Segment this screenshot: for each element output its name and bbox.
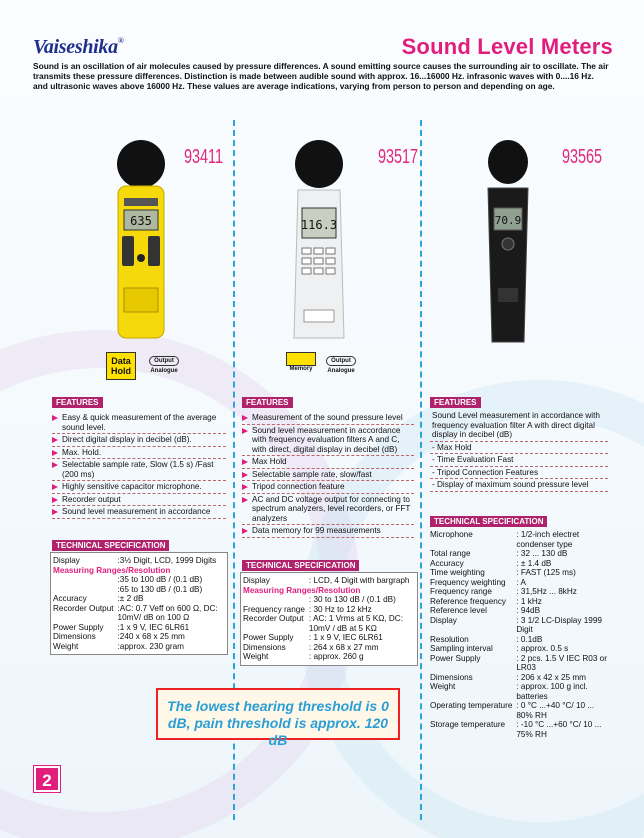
spec-key: Weight — [430, 682, 456, 691]
feature-item: Measurement of the sound pressure level — [242, 412, 414, 425]
spec-row — [428, 682, 612, 701]
spec-row — [428, 654, 612, 673]
spec-row — [428, 597, 612, 607]
spec-row — [428, 530, 612, 549]
spec-row — [51, 585, 227, 595]
spec-value: :1 x 9 V, IEC 6LR61 — [117, 622, 190, 632]
spec-table — [241, 576, 417, 662]
spec-key: Accuracy — [53, 594, 87, 603]
spec-key: Sampling interval — [430, 644, 493, 653]
tech-spec-heading: TECHNICAL SPECIFICATION — [430, 516, 547, 527]
spec-value: : approx. 260 g — [308, 652, 364, 661]
svg-text:70.9: 70.9 — [494, 214, 522, 227]
spec-key: Frequency range — [243, 604, 305, 614]
spec-row — [51, 623, 227, 633]
features-list — [242, 412, 414, 538]
spec-row — [428, 701, 612, 720]
spec-key: Operating temperature — [430, 701, 513, 710]
spec-key — [241, 595, 307, 605]
spec-row — [428, 673, 612, 683]
spec-row — [428, 549, 612, 559]
feature-item: AC and DC voltage output for connecting to spectrum analyzers, level recorders, or FFT analyzers — [242, 494, 414, 526]
spec-key: Accuracy — [430, 558, 464, 568]
spec-row — [51, 604, 227, 623]
spec-value: : 264 x 68 x 27 mm — [308, 642, 379, 652]
spec-key: Measuring Ranges/Resolution — [243, 585, 361, 595]
spec-value: : A — [516, 577, 526, 587]
spec-row — [241, 576, 417, 586]
spec-row — [428, 559, 612, 569]
features-list — [52, 412, 226, 519]
feature-item: Highly sensitive capacitor microphone. — [52, 481, 226, 494]
spec-key: Recorder Output — [243, 614, 304, 623]
spec-value: :35 to 100 dB / (0.1 dB) — [117, 575, 203, 584]
spec-value: : 0.1dB — [516, 634, 543, 644]
spec-value: : ± 1.4 dB — [516, 558, 552, 568]
spec-key: Resolution — [430, 634, 469, 644]
feature-item: - Tripod Connection Features — [430, 467, 608, 480]
spec-table — [51, 556, 227, 651]
spec-value: : 30 to 130 dB / (0.1 dB) — [308, 595, 396, 604]
column-divider — [420, 120, 422, 820]
spec-table — [428, 530, 612, 739]
spec-value: : approx. 100 g incl. batteries — [516, 682, 588, 701]
feature-item: Sound level measurement in accordance — [52, 506, 226, 519]
spec-value: : 3 1/2 LC-Display 1999 Digit — [516, 615, 602, 634]
memory-badge: Memory — [286, 352, 316, 376]
spec-key: Dimensions — [53, 632, 96, 641]
spec-value: : AC: 1 Vrms at 5 KΩ, DC: 10mV / dB at 5 KΩ — [308, 614, 403, 633]
spec-value: : -10 °C ...+60 °C/ 10 ... 75% RH — [516, 720, 602, 739]
feature-item: Max Hold — [242, 456, 414, 469]
spec-row — [241, 633, 417, 643]
spec-key: Reference frequency — [430, 596, 507, 606]
spec-value: : 1/2-inch electret condenser type — [516, 530, 580, 549]
spec-key: Display — [53, 556, 80, 565]
spec-row — [51, 594, 227, 604]
feature-item: - Max Hold — [430, 442, 608, 455]
spec-key: Reference level — [430, 606, 487, 615]
spec-value: : 1 kHz — [516, 596, 542, 606]
spec-row — [241, 605, 417, 615]
spec-key: Time weighting — [430, 568, 485, 577]
spec-value: : 32 ... 130 dB — [516, 549, 568, 558]
analogue-output-badge: Output Analogue — [327, 358, 355, 374]
spec-key — [51, 575, 116, 585]
page-number: 2 — [34, 766, 60, 792]
spec-row — [428, 568, 612, 578]
spec-row — [241, 652, 417, 662]
model-number: 93565 — [562, 146, 603, 168]
intro-text: Sound is an oscillation of air molecules caused by pressure differences. A sound emitting source causes the surrounding air to oscillate. The air transmits these pressure differences. Distinction is made between audible sound with approx. 16...16000 Hz. infrasonic waves with 0....16 Hz. and ultrasonic waves above 16000 Hz. These values are average indications, varying from person to person and depending on age. — [33, 61, 609, 91]
feature-item: Tripod connection feature — [242, 481, 414, 494]
spec-row — [428, 720, 612, 739]
spec-key: Frequency weighting — [430, 577, 506, 587]
spec-key: Measuring Ranges/Resolution — [53, 565, 171, 575]
spec-key: Frequency range — [430, 587, 492, 596]
spec-key: Dimensions — [243, 642, 286, 652]
spec-value: : approx. 0.5 s — [516, 644, 569, 653]
header — [33, 36, 613, 60]
spec-row — [428, 606, 612, 616]
spec-row — [241, 586, 417, 596]
spec-value: : 0 °C ...+40 °C/ 10 ... 80% RH — [516, 701, 595, 720]
feature-item: Sound level measurement in accordance with frequency evaluation filters A and C, with direct, digital display in decibel (dB) — [242, 425, 414, 457]
feature-item: Selectable sample rate, slow/fast — [242, 469, 414, 482]
feature-item: Selectable sample rate, Slow (1.5 s) /Fast (200 ms) — [52, 459, 226, 481]
feature-item: - Display of maximum sound pressure level — [430, 479, 608, 492]
tech-spec-box — [428, 530, 612, 739]
sound-meter-93411-image — [108, 138, 174, 344]
analogue-output-badge: Output Analogue — [150, 358, 178, 374]
spec-key: Weight — [243, 652, 269, 661]
spec-key: Power Supply — [243, 633, 294, 642]
sound-meter-93565-image — [478, 138, 538, 344]
spec-row — [51, 566, 227, 576]
brand-logo: Vaiseshika® — [33, 36, 124, 58]
spec-value: : FAST (125 ms) — [516, 568, 576, 577]
feature-item: Easy & quick measurement of the average sound level. — [52, 412, 226, 434]
spec-value: : LCD, 4 Digit with bargraph — [308, 576, 410, 585]
spec-value: :65 to 130 dB / (0.1 dB) — [117, 584, 203, 594]
spec-value: : 31,5Hz ... 8kHz — [516, 587, 577, 596]
spec-row — [241, 614, 417, 633]
spec-key: Dimensions — [430, 672, 473, 682]
spec-row — [428, 587, 612, 597]
spec-value: : 94dB — [516, 606, 541, 615]
tech-spec-box — [240, 572, 418, 666]
spec-value: : 30 Hz to 12 kHz — [308, 604, 372, 614]
svg-text:116.3: 116.3 — [300, 218, 338, 232]
spec-key: Microphone — [430, 530, 473, 539]
spec-value: :240 x 68 x 25 mm — [117, 632, 185, 641]
spec-value: :approx. 230 gram — [117, 641, 184, 651]
spec-key — [51, 585, 116, 595]
spec-row — [51, 556, 227, 566]
features-heading: FEATURES — [52, 397, 103, 408]
spec-row — [51, 642, 227, 652]
sound-meter-93517-image — [286, 138, 352, 348]
spec-value: :3½ Digit, LCD, 1999 Digits — [117, 556, 217, 565]
spec-key: Power Supply — [53, 622, 104, 632]
spec-value: : 1 x 9 V, IEC 6LR61 — [308, 633, 383, 642]
svg-text:635: 635 — [130, 214, 152, 228]
spec-row — [428, 635, 612, 645]
spec-value: :AC: 0.7 Veff on 600 Ω, DC: 10mV/ dB on 100 Ω — [117, 603, 218, 622]
spec-value: :± 2 dB — [117, 594, 144, 603]
tech-spec-heading: TECHNICAL SPECIFICATION — [242, 560, 359, 571]
feature-item: Direct digital display in decibel (dB). — [52, 434, 226, 447]
spec-key: Total range — [430, 549, 471, 558]
spec-value: : 206 x 42 x 25 mm — [516, 672, 587, 682]
spec-key: Display — [243, 576, 270, 585]
features-heading: FEATURES — [430, 397, 481, 408]
spec-row — [241, 643, 417, 653]
features-heading: FEATURES — [242, 397, 293, 408]
spec-key: Power Supply — [430, 653, 481, 663]
tech-spec-box — [50, 552, 228, 655]
spec-row — [241, 595, 417, 605]
hearing-threshold-note: The lowest hearing threshold is 0 dB, pain threshold is approx. 120 dB — [156, 688, 400, 740]
spec-row — [428, 616, 612, 635]
spec-key: Recorder Output — [53, 603, 114, 613]
feature-item: Data memory for 99 measurements — [242, 525, 414, 538]
feature-item: Max. Hold. — [52, 447, 226, 460]
model-number: 93411 — [184, 146, 223, 168]
spec-value: : 2 pcs. 1.5 V IEC R03 or LR03 — [516, 653, 607, 672]
tech-spec-heading: TECHNICAL SPECIFICATION — [52, 540, 169, 551]
feature-item: Recorder output — [52, 494, 226, 507]
spec-key: Storage temperature — [430, 720, 506, 729]
feature-item: Sound Level measurement in accordance with frequency evaluation filter A with direct digital display in decibel (dB) — [430, 410, 608, 442]
spec-row — [51, 575, 227, 585]
model-number: 93517 — [378, 146, 419, 168]
features-list — [430, 410, 608, 492]
spec-key: Weight — [53, 641, 79, 651]
spec-row — [51, 632, 227, 642]
data-hold-badge: Data Hold — [106, 352, 136, 380]
feature-item: - Time Evaluation Fast — [430, 454, 608, 467]
spec-key: Display — [430, 615, 457, 625]
spec-row — [428, 578, 612, 588]
page-title: Sound Level Meters — [401, 34, 613, 59]
spec-row — [428, 644, 612, 654]
